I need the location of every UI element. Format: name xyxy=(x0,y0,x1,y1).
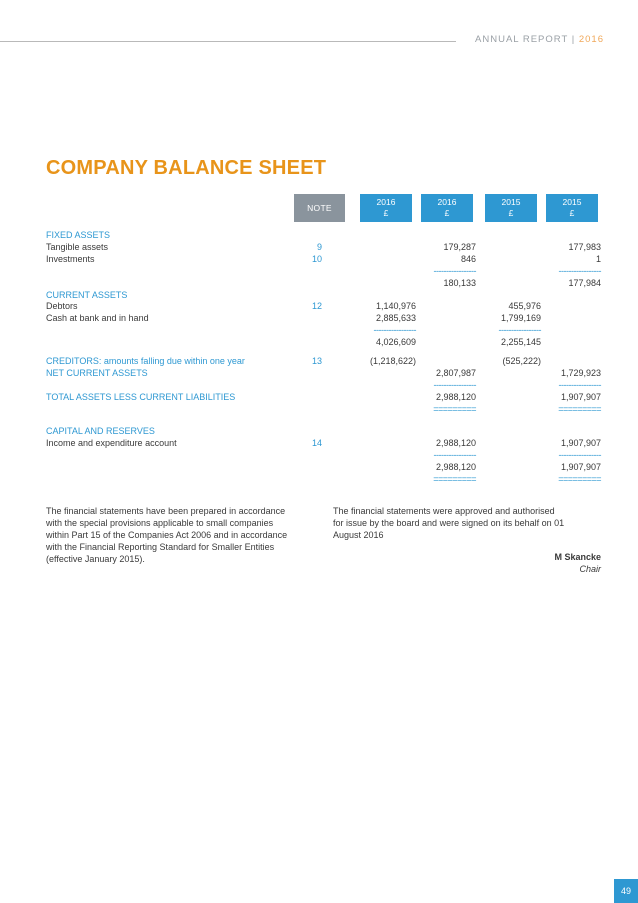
row-note: 12 xyxy=(311,301,322,311)
value-2015-col2: 1,907,907 xyxy=(560,438,601,448)
page-title: COMPANY BALANCE SHEET xyxy=(46,157,327,179)
rule-row xyxy=(46,265,601,277)
row-label: Income and expenditure account xyxy=(46,438,177,448)
row-label: Cash at bank and in hand xyxy=(46,313,149,323)
value-2015-col2: 1,907,907 xyxy=(560,462,601,472)
value-2015-col2: ----------------- xyxy=(558,450,601,460)
preparation-statement xyxy=(46,505,326,565)
column-head-unit: £ xyxy=(444,208,450,218)
preparation-line: within Part 15 of the Companies Act 2006 and in accordance xyxy=(46,530,288,540)
row-label: Tangible assets xyxy=(46,242,109,252)
signatory-role: Chair xyxy=(579,564,601,574)
approval-line: The financial statements were approved and authorised xyxy=(333,506,555,516)
approval-line: August 2016 xyxy=(333,530,384,540)
table-row xyxy=(46,312,601,324)
value-2015-col2: ========= xyxy=(558,474,601,484)
row-label: Investments xyxy=(46,254,95,264)
row-label: CAPITAL AND RESERVES xyxy=(46,426,155,436)
approval-line: for issue by the board and were signed on its behalf on 01 xyxy=(333,518,565,528)
value-2015-col2: 177,983 xyxy=(568,242,601,252)
table-row xyxy=(46,241,601,253)
table-row xyxy=(46,300,601,312)
rule-row xyxy=(46,379,601,391)
column-head-2015-1 xyxy=(485,194,537,222)
column-head-unit: £ xyxy=(569,208,575,218)
rule-row xyxy=(46,403,601,415)
value-2015-col2: 177,984 xyxy=(568,278,601,288)
value-2016-col2: ========= xyxy=(433,404,476,414)
value-2016-col2: 2,988,120 xyxy=(435,462,476,472)
column-head-unit: £ xyxy=(508,208,514,218)
header-report: ANNUAL REPORT xyxy=(475,34,569,45)
row-label: TOTAL ASSETS LESS CURRENT LIABILITIES xyxy=(46,392,236,402)
preparation-line: with the Financial Reporting Standard for Smaller Entities xyxy=(46,542,275,552)
value-2015-col1: 1,799,169 xyxy=(500,313,541,323)
value-2016-col2: 179,287 xyxy=(443,242,476,252)
value-2015-col1: 2,255,145 xyxy=(500,337,541,347)
value-2016-col1: 4,026,609 xyxy=(375,337,416,347)
value-2015-col1: (525,222) xyxy=(502,356,541,366)
row-label: CREDITORS: amounts falling due within one year xyxy=(46,356,245,366)
row-note: 14 xyxy=(311,438,322,448)
table-row xyxy=(46,229,601,241)
row-label: FIXED ASSETS xyxy=(46,230,111,240)
column-head-year: 2016 xyxy=(376,197,396,207)
column-head-year: 2016 xyxy=(437,197,457,207)
table-row xyxy=(46,277,601,289)
value-2015-col1: 455,976 xyxy=(508,301,541,311)
table-row xyxy=(46,425,601,437)
row-note: 13 xyxy=(311,356,322,366)
column-head-year: 2015 xyxy=(562,197,582,207)
running-header xyxy=(475,34,604,45)
row-label: Debtors xyxy=(46,301,78,311)
table-row xyxy=(46,367,601,379)
value-2016-col2: 180,133 xyxy=(443,278,476,288)
row-label: NET CURRENT ASSETS xyxy=(46,368,148,378)
rule-row xyxy=(46,324,601,336)
row-note: 9 xyxy=(316,242,322,252)
column-head-year: 2015 xyxy=(501,197,521,207)
value-2015-col2: ----------------- xyxy=(558,266,601,276)
value-2016-col2: 2,988,120 xyxy=(435,392,476,402)
table-row xyxy=(46,355,601,367)
row-note: 10 xyxy=(311,254,322,264)
header-separator: | xyxy=(568,34,579,45)
table-row xyxy=(46,391,601,403)
column-head-2016-1 xyxy=(360,194,412,222)
table-row xyxy=(46,461,601,473)
table-row xyxy=(46,437,601,449)
header-rule xyxy=(0,41,456,42)
value-2015-col2: ----------------- xyxy=(558,380,601,390)
column-head-unit: £ xyxy=(383,208,389,218)
value-2015-col2: 1,907,907 xyxy=(560,392,601,402)
value-2016-col2: ----------------- xyxy=(433,380,476,390)
value-2016-col1: 1,140,976 xyxy=(375,301,416,311)
header-year: 2016 xyxy=(578,34,604,45)
value-2016-col2: 846 xyxy=(460,254,476,264)
value-2016-col2: ========= xyxy=(433,474,476,484)
value-2016-col2: ----------------- xyxy=(433,450,476,460)
signatory-name: M Skancke xyxy=(554,552,601,562)
value-2016-col1: ----------------- xyxy=(373,325,416,335)
value-2016-col2: 2,807,987 xyxy=(435,368,476,378)
preparation-line: (effective January 2015). xyxy=(46,554,145,564)
preparation-line: with the special provisions applicable to small companies xyxy=(46,518,274,528)
value-2015-col2: 1,729,923 xyxy=(560,368,601,378)
value-2015-col2: ========= xyxy=(558,404,601,414)
column-head-note: NOTE xyxy=(294,194,345,222)
preparation-line: The financial statements have been prepared in accordance xyxy=(46,506,286,516)
value-2015-col1: ----------------- xyxy=(498,325,541,335)
rule-row xyxy=(46,449,601,461)
table-row xyxy=(46,253,601,265)
table-row xyxy=(46,336,601,348)
value-2016-col1: (1,218,622) xyxy=(369,356,416,366)
value-2016-col2: ----------------- xyxy=(433,266,476,276)
column-head-2015-2 xyxy=(546,194,598,222)
value-2016-col2: 2,988,120 xyxy=(435,438,476,448)
page-number: 49 xyxy=(614,879,638,903)
value-2016-col1: 2,885,633 xyxy=(375,313,416,323)
approval-statement xyxy=(333,505,601,541)
row-label: CURRENT ASSETS xyxy=(46,290,128,300)
value-2015-col2: 1 xyxy=(595,254,601,264)
rule-row xyxy=(46,473,601,485)
column-head-2016-2 xyxy=(421,194,473,222)
